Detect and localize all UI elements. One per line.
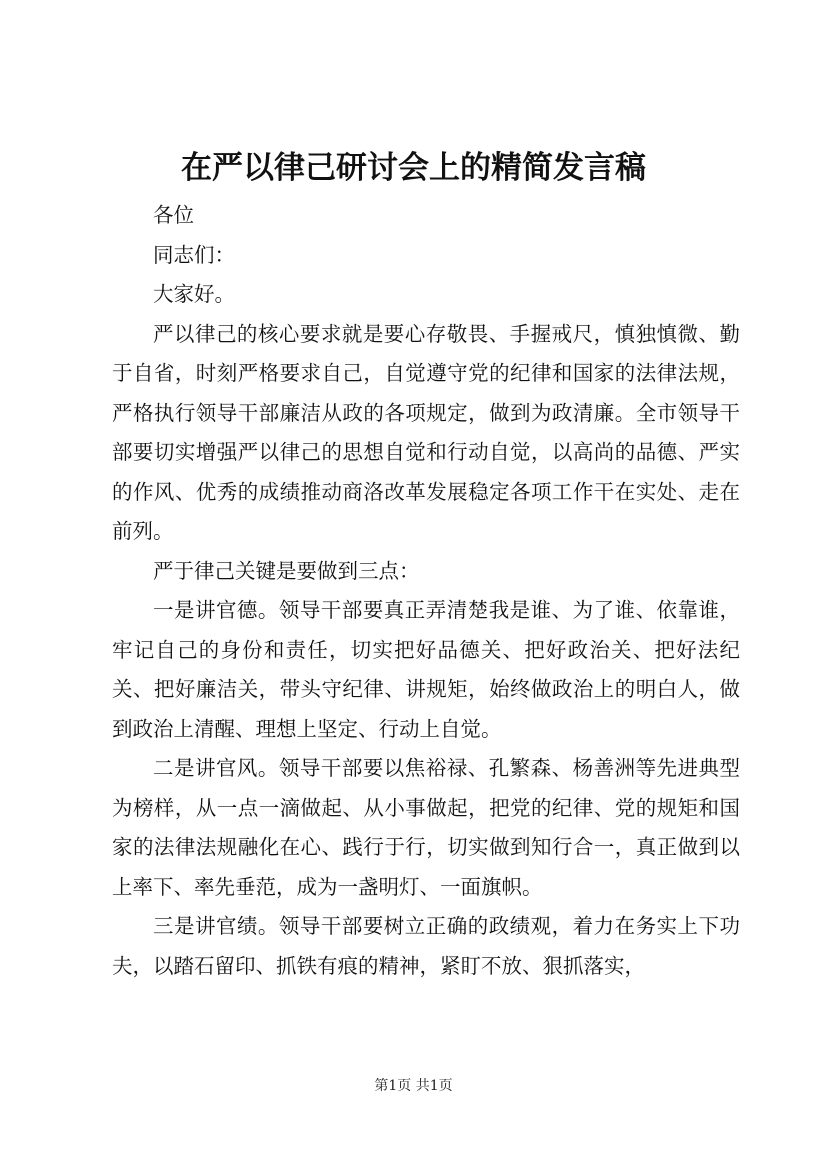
body-paragraph: 三是讲官绩。领导干部要树立正确的政绩观，着力在务实上下功夫，以踏石留印、抓铁有痕的精神，紧盯不放、狠抓落实， [112, 914, 740, 978]
body-paragraph: 二是讲官风。领导干部要以焦裕禄、孔繁森、杨善洲等先进典型为榜样，从一点一滴做起、从小事做起，把党的纪律、党的规矩和国家的法律法规融化在心、践行于行，切实做到知行合一，真正做到以上率下、率先垂范，成为一盏明灯、一面旗帜。 [112, 756, 740, 899]
document-body [112, 196, 740, 986]
salutation-line-1: 各位 [153, 203, 194, 227]
body-paragraph: 严于律己关键是要做到三点： [153, 558, 420, 583]
page-number-footer: 第1页 共1页 [374, 1078, 453, 1094]
greeting-paragraph: 大家好。 [153, 282, 235, 306]
document-title: 在严以律己研讨会上的精简发言稿 [181, 150, 646, 186]
body-paragraph: 一是讲官德。领导干部要真正弄清楚我是谁、为了谁、依靠谁，牢记自己的身份和责任，切实把好品德关、把好政治关、把好法纪关、把好廉洁关，带头守纪律、讲规矩，始终做政治上的明白人，做到政治上清醒、理想上坚定、行动上自觉。 [112, 598, 740, 741]
body-paragraph: 严以律己的核心要求就是要心存敬畏、手握戒尺，慎独慎微、勤于自省，时刻严格要求自己，自觉遵守党的纪律和国家的法律法规，严格执行领导干部廉洁从政的各项规定，做到为政清廉。全市领导干部要切实增强严以律己的思想自觉和行动自觉，以高尚的品德、严实的作风、优秀的成绩推动商洛改革发展稳定各项工作干在实处、走在前列。 [112, 321, 740, 543]
salutation-line-2: 同志们： [153, 242, 235, 267]
